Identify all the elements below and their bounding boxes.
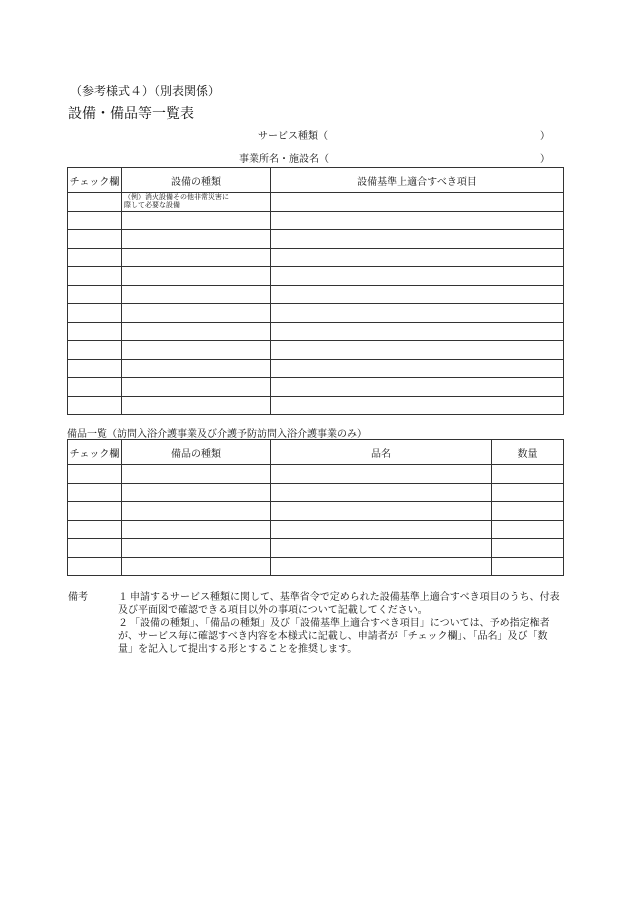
- standard-item-cell[interactable]: [271, 322, 564, 341]
- equipment-table: [67, 167, 564, 415]
- standard-item-cell[interactable]: [271, 230, 564, 249]
- note-2-number: ２: [118, 618, 128, 629]
- table-row: [68, 502, 564, 521]
- items-section-label: 備品一覧（訪問入浴介護事業及び介護予防訪問入浴介護事業のみ）: [67, 429, 367, 440]
- check-cell[interactable]: [68, 502, 122, 521]
- quantity-cell[interactable]: [492, 502, 564, 521]
- item-type-cell[interactable]: [122, 465, 271, 484]
- quantity-cell[interactable]: [492, 483, 564, 502]
- equipment-type-cell[interactable]: [122, 285, 271, 304]
- equipment-header-row: [68, 168, 564, 193]
- table-row: [68, 396, 564, 415]
- note-1-number: １: [118, 592, 128, 603]
- equipment-type-cell[interactable]: [122, 230, 271, 249]
- product-name-cell[interactable]: [271, 483, 492, 502]
- standard-item-cell[interactable]: [271, 285, 564, 304]
- page-title: 設備・備品等一覧表: [68, 106, 194, 122]
- standard-item-cell[interactable]: [271, 211, 564, 230]
- standard-item-cell[interactable]: [271, 396, 564, 415]
- table-row: [68, 539, 564, 558]
- note-2-line-3: 量」を記入して提出する形とすることを推奨します。: [118, 644, 358, 655]
- standard-item-cell[interactable]: [271, 359, 564, 378]
- check-cell[interactable]: [68, 304, 122, 323]
- items-header-row: [68, 440, 564, 465]
- standard-item-cell[interactable]: [271, 304, 564, 323]
- check-cell[interactable]: [68, 322, 122, 341]
- note-2-line-1: 「設備の種類」、「備品の種類」及び「設備基準上適合すべき項目」については、予め指定権者: [130, 618, 550, 629]
- col-header-quantity: 数量: [492, 440, 564, 465]
- check-cell[interactable]: [68, 396, 122, 415]
- service-type-label: サービス種類（: [258, 131, 328, 142]
- office-name-label: 事業所名・施設名（: [239, 154, 329, 165]
- product-name-cell[interactable]: [271, 520, 492, 539]
- table-row: [68, 267, 564, 286]
- table-row: [68, 465, 564, 484]
- table-row: [68, 211, 564, 230]
- office-name-close-paren: ）: [540, 154, 550, 165]
- table-row: [68, 304, 564, 323]
- example-line-1: （例）消火設備その他非常災害に: [124, 193, 229, 201]
- table-row: [68, 285, 564, 304]
- quantity-cell[interactable]: [492, 539, 564, 558]
- note-1-line-2: 及び平面図で確認できる項目以外の事項について記載してください。: [118, 605, 428, 616]
- item-type-cell[interactable]: [122, 557, 271, 576]
- item-type-cell[interactable]: [122, 520, 271, 539]
- check-cell[interactable]: [68, 557, 122, 576]
- col-header-check: チェック欄: [68, 440, 122, 465]
- reference-label: （参考様式４）（別表関係）: [70, 84, 221, 98]
- item-type-cell[interactable]: [122, 483, 271, 502]
- col-header-product-name: 品名: [271, 440, 492, 465]
- product-name-cell[interactable]: [271, 502, 492, 521]
- check-cell[interactable]: [68, 378, 122, 397]
- item-type-cell[interactable]: [122, 539, 271, 558]
- equipment-type-cell[interactable]: [122, 267, 271, 286]
- items-table: [67, 439, 564, 576]
- standard-item-cell[interactable]: [271, 193, 564, 212]
- product-name-cell[interactable]: [271, 539, 492, 558]
- equipment-type-cell[interactable]: [122, 378, 271, 397]
- check-cell[interactable]: [68, 520, 122, 539]
- quantity-cell[interactable]: [492, 557, 564, 576]
- note-1-line-1: 申請するサービス種類に関して、基準省令で定められた設備基準上適合すべき項目のうち、付表: [130, 592, 560, 603]
- table-row: [68, 557, 564, 576]
- check-cell[interactable]: [68, 465, 122, 484]
- check-cell[interactable]: [68, 539, 122, 558]
- table-row: [68, 483, 564, 502]
- table-row: [68, 230, 564, 249]
- equipment-type-cell[interactable]: [122, 359, 271, 378]
- check-cell[interactable]: [68, 341, 122, 360]
- service-type-close-paren: ）: [540, 131, 550, 142]
- check-cell[interactable]: [68, 211, 122, 230]
- quantity-cell[interactable]: [492, 465, 564, 484]
- col-header-item-type: 備品の種類: [122, 440, 271, 465]
- standard-item-cell[interactable]: [271, 248, 564, 267]
- equipment-type-cell[interactable]: [122, 396, 271, 415]
- example-line-2: 際して必要な設備: [124, 201, 180, 209]
- product-name-cell[interactable]: [271, 465, 492, 484]
- check-cell[interactable]: [68, 285, 122, 304]
- product-name-cell[interactable]: [271, 557, 492, 576]
- equipment-type-cell[interactable]: [122, 211, 271, 230]
- standard-item-cell[interactable]: [271, 341, 564, 360]
- notes-label: 備考: [68, 592, 88, 603]
- table-row: [68, 341, 564, 360]
- table-row: [68, 248, 564, 267]
- equipment-type-cell[interactable]: [122, 304, 271, 323]
- equipment-type-cell[interactable]: [122, 341, 271, 360]
- check-cell[interactable]: [68, 248, 122, 267]
- item-type-cell[interactable]: [122, 502, 271, 521]
- table-row: [68, 378, 564, 397]
- standard-item-cell[interactable]: [271, 378, 564, 397]
- table-row: [68, 520, 564, 539]
- check-cell[interactable]: [68, 359, 122, 378]
- col-header-standard-items: 設備基準上適合すべき項目: [271, 168, 564, 193]
- table-row: [68, 322, 564, 341]
- example-equipment-cell[interactable]: [122, 193, 271, 212]
- equipment-type-cell[interactable]: [122, 248, 271, 267]
- check-cell[interactable]: [68, 267, 122, 286]
- standard-item-cell[interactable]: [271, 267, 564, 286]
- note-2-line-2: が、サービス毎に確認すべき内容を本様式に記載し、申請者が「チェック欄」、「品名」及び「数: [118, 631, 548, 642]
- quantity-cell[interactable]: [492, 520, 564, 539]
- table-row: [68, 193, 564, 212]
- table-row: [68, 359, 564, 378]
- col-header-equipment-type: 設備の種類: [122, 168, 271, 193]
- col-header-check: チェック欄: [68, 168, 122, 193]
- equipment-type-cell[interactable]: [122, 322, 271, 341]
- check-cell[interactable]: [68, 193, 122, 212]
- check-cell[interactable]: [68, 483, 122, 502]
- check-cell[interactable]: [68, 230, 122, 249]
